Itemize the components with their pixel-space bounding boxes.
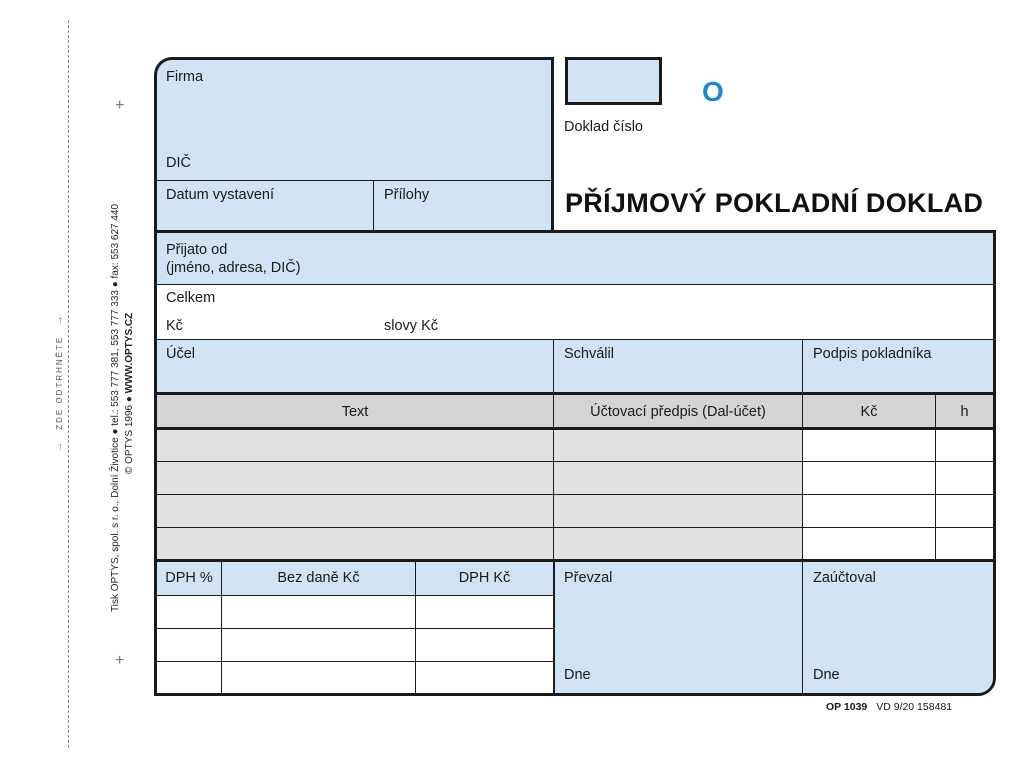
zauctoval-dne-label: Dne (813, 667, 840, 683)
footer-code: OP 1039 VD 9/20 158481 (826, 701, 953, 713)
doklad-cislo-field[interactable] (565, 57, 662, 105)
divider (221, 562, 222, 693)
publisher-info: © OPTYS 1996 ● WWW.OPTYS.CZ (124, 312, 135, 474)
prijato-od-label: Přijato od (166, 242, 228, 258)
col-dph-percent: DPH % (165, 570, 213, 586)
kc-label: Kč (166, 318, 183, 334)
col-bez-dane: Bez daně Kč (277, 570, 360, 586)
divider (553, 395, 554, 560)
divider (553, 562, 555, 693)
tear-arrow-icon: → (54, 313, 65, 326)
divider (156, 180, 552, 181)
datum-vystaveni-label: Datum vystavení (166, 187, 274, 203)
divider (802, 562, 803, 693)
col-uctovaci-predpis: Účtovací předpis (Dal-účet) (590, 404, 766, 420)
slovy-kc-label: slovy Kč (384, 318, 438, 334)
table-row[interactable] (157, 430, 802, 560)
printer-info: Tisk OPTYS, spol. s r. o., Dolní Životice ● tel.: 553 777 381, 553 777 333 ● fax: 553 627 440 (110, 203, 121, 612)
prijato-od-note: (jméno, adresa, DIČ) (166, 260, 301, 276)
tear-line (68, 20, 69, 748)
prevzal-dne-label: Dne (564, 667, 591, 683)
prilohy-label: Přílohy (384, 187, 430, 203)
row-divider (157, 461, 993, 462)
row-divider (157, 494, 993, 495)
schvalil-label: Schválil (564, 346, 614, 362)
zauctoval-label: Zaúčtoval (813, 570, 876, 586)
prevzal-field[interactable] (554, 562, 993, 693)
dic-label: DIČ (166, 155, 191, 171)
divider (802, 395, 803, 560)
col-dph-kc: DPH Kč (458, 570, 511, 586)
row-divider (157, 595, 553, 596)
divider (415, 562, 416, 693)
divider (935, 395, 936, 560)
header-box (154, 57, 554, 233)
celkem-label: Celkem (166, 290, 216, 306)
col-kc: Kč (860, 404, 878, 420)
divider (802, 340, 803, 393)
col-text: Text (341, 404, 369, 420)
row-divider (157, 628, 553, 629)
doklad-cislo-label: Doklad číslo (564, 119, 643, 135)
crop-mark-top: + (115, 97, 125, 114)
tear-label: → ZDE ODTRHNĚTE → (54, 313, 65, 452)
website: WWW.OPTYS.CZ (124, 312, 135, 394)
firma-label: Firma (166, 69, 204, 85)
col-h: h (960, 404, 969, 420)
prijato-od-field[interactable] (157, 233, 993, 284)
podpis-pokladnika-label: Podpis pokladníka (813, 346, 932, 362)
row-divider (157, 527, 993, 528)
divider (373, 180, 374, 233)
o-mark: O (702, 76, 724, 107)
crop-mark-bottom: + (115, 652, 125, 669)
prevzal-label: Převzal (564, 570, 613, 586)
divider (553, 340, 554, 393)
row-divider (157, 661, 553, 662)
document-title: PŘÍJMOVÝ POKLADNÍ DOKLAD (565, 188, 984, 218)
divider (157, 284, 993, 285)
ucel-label: Účel (166, 346, 196, 362)
tear-arrow-icon: → (54, 440, 65, 452)
